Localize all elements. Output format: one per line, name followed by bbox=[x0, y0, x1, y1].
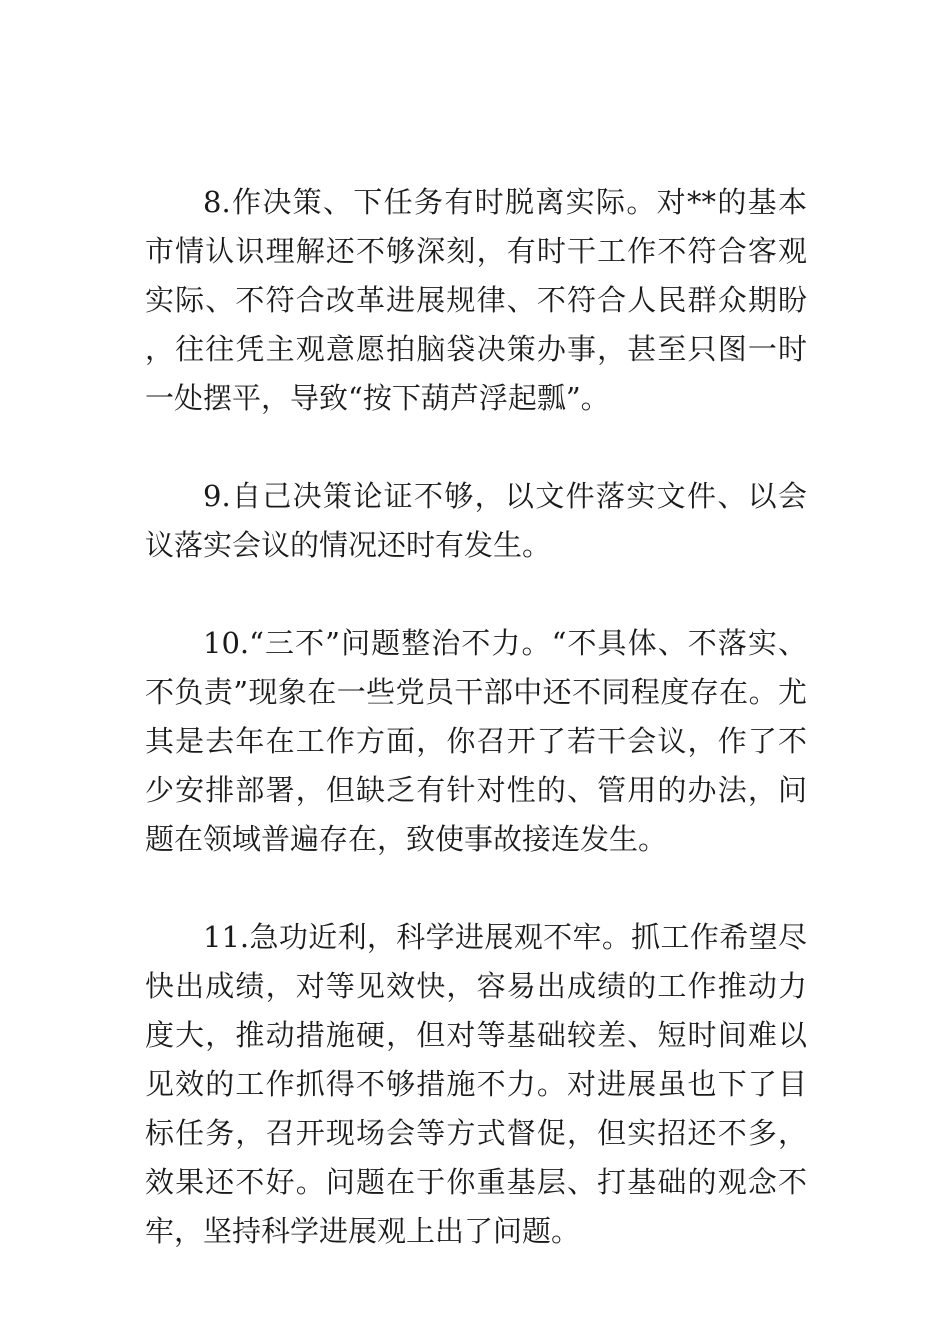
paragraph-11: 11.急功近利，科学进展观不牢。抓工作希望尽快出成绩，对等见效快，容易出成绩的工作推动力度大，推动措施硬，但对等基础较差、短时间难以见效的工作抓得不够措施不力。对进展虽也下了目标任务，召开现场会等方式督促，但实招还不多，效果还不好。问题在于你重基层、打基础的观念不牢，坚持科学进展观上出了问题。 bbox=[145, 920, 807, 1248]
paragraph-8: 8.作决策、下任务有时脱离实际。对**的基本市情认识理解还不够深刻，有时干工作不符合客观实际、不符合改革进展规律、不符合人民群众期盼，往往凭主观意愿拍脑袋决策办事，甚至只图一时一处摆平，导致“按下葫芦浮起瓢”。 bbox=[145, 185, 807, 415]
paragraph-9: 9.自己决策论证不够，以文件落实文件、以会议落实会议的情况还时有发生。 bbox=[145, 479, 807, 562]
paragraph-10: 10.“三不”问题整治不力。“不具体、不落实、不负责”现象在一些党员干部中还不同程度存在。尤其是去年在工作方面，你召开了若干会议，作了不少安排部署，但缺乏有针对性的、管用的办法，问题在领域普遍存在，致使事故接连发生。 bbox=[145, 626, 807, 856]
document-body bbox=[145, 178, 807, 1256]
